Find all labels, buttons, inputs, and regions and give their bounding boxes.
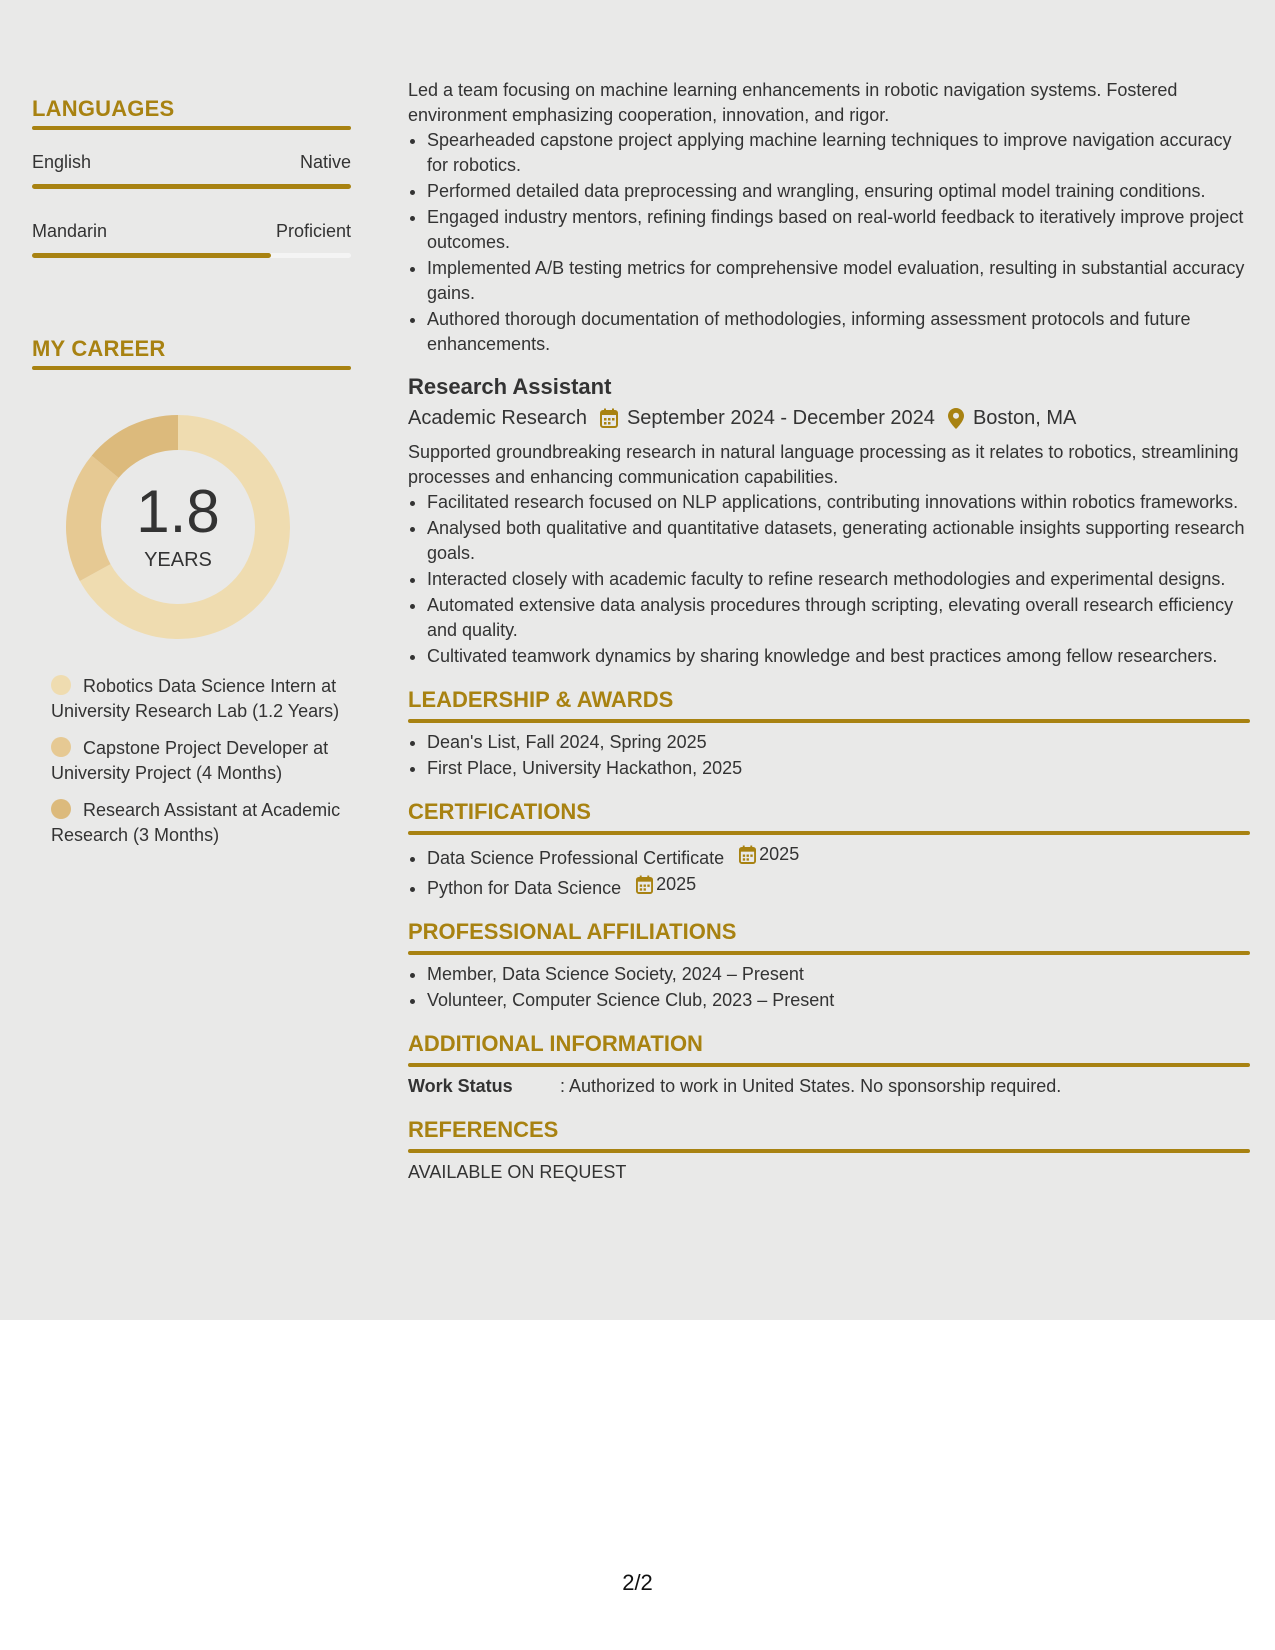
additional-info-title: ADDITIONAL INFORMATION xyxy=(408,1031,703,1056)
job-title: Research Assistant xyxy=(408,374,612,399)
list-item: • Performed detailed data preprocessing and wrangling, ensuring optimal model training conditions. xyxy=(427,179,1250,204)
job-bullets xyxy=(408,490,1250,669)
language-bar-fill xyxy=(32,184,351,189)
career-total-unit: YEARS xyxy=(144,549,212,571)
list-item: • Member, Data Science Society, 2024 – Present xyxy=(427,962,1250,987)
references-text: AVAILABLE ON REQUEST xyxy=(408,1162,627,1182)
certification-date xyxy=(636,872,696,897)
career-legend-item xyxy=(51,798,341,848)
section-rule xyxy=(408,1063,1250,1067)
career-legend-item xyxy=(51,736,341,786)
right-column xyxy=(408,78,1250,1185)
job-meta xyxy=(408,404,1250,432)
calendar-icon xyxy=(636,875,653,894)
section-rule xyxy=(408,1149,1250,1153)
list-item: • Volunteer, Computer Science Club, 2023 – Present xyxy=(427,988,1250,1013)
section-rule xyxy=(408,831,1250,835)
page-number: 2/2 xyxy=(622,1570,653,1595)
prev-job-bullets xyxy=(408,128,1250,357)
work-status-label: Work Status xyxy=(408,1076,513,1096)
prev-job-description: Led a team focusing on machine learning enhancements in robotic navigation systems. Fostered environment emphasizing cooperation, innovation, and rigor. xyxy=(408,80,1178,125)
list-item: • First Place, University Hackathon, 2025 xyxy=(427,756,1250,781)
legend-dot xyxy=(51,737,71,757)
career-rule xyxy=(32,366,351,370)
list-item: • Authored thorough documentation of methodologies, informing assessment protocols and future enhancements. xyxy=(427,307,1250,357)
section-rule xyxy=(408,951,1250,955)
certification-name: Data Science Professional Certificate xyxy=(427,848,725,868)
list-item: • Spearheaded capstone project applying machine learning techniques to improve navigation accuracy for robotics. xyxy=(427,128,1250,178)
list-item: • Implemented A/B testing metrics for comprehensive model evaluation, resulting in substantial accuracy gains. xyxy=(427,256,1250,306)
section-rule xyxy=(408,719,1250,723)
career-title: MY CAREER xyxy=(32,336,166,361)
map-pin-icon xyxy=(948,408,964,429)
language-name: English xyxy=(32,152,92,172)
list-item: • Automated extensive data analysis procedures through scripting, elevating overall research efficiency and quality. xyxy=(427,593,1250,643)
calendar-icon xyxy=(739,845,756,864)
list-item: • Dean's List, Fall 2024, Spring 2025 xyxy=(427,730,1250,755)
references-title: REFERENCES xyxy=(408,1117,559,1142)
certifications-title: CERTIFICATIONS xyxy=(408,799,591,824)
list-item xyxy=(427,842,1250,871)
career-total-years: 1.8 xyxy=(136,478,220,545)
list-item: • Cultivated teamwork dynamics by sharing knowledge and best practices among fellow researchers. xyxy=(427,644,1250,669)
career-role-label: Capstone Project Developer at University Project (4 Months) xyxy=(51,738,329,783)
career-legend-item xyxy=(51,674,341,724)
certification-name: Python for Data Science xyxy=(427,878,622,898)
career-legend xyxy=(51,674,341,860)
languages-rule xyxy=(32,126,351,130)
affiliations-list xyxy=(408,962,1250,1013)
language-bar-fill xyxy=(32,253,271,258)
leadership-title: LEADERSHIP & AWARDS xyxy=(408,687,674,712)
list-item: • Analysed both qualitative and quantitative datasets, generating actionable insights supporting research goals. xyxy=(427,516,1250,566)
leadership-list xyxy=(408,730,1250,781)
calendar-icon xyxy=(600,408,618,428)
language-name: Mandarin xyxy=(32,221,108,241)
language-bar xyxy=(32,253,351,258)
affiliations-title: PROFESSIONAL AFFILIATIONS xyxy=(408,919,737,944)
list-item: • Engaged industry mentors, refining findings based on real-world feedback to iteratively improve project outcomes. xyxy=(427,205,1250,255)
job-description: Supported groundbreaking research in natural language processing as it relates to robotics, streamlining processes and enhancing communication capabilities. xyxy=(408,442,1239,487)
languages-title: LANGUAGES xyxy=(32,96,175,121)
language-level: Native xyxy=(299,152,351,172)
certification-year: 2025 xyxy=(656,874,697,894)
certifications-list xyxy=(408,842,1250,901)
list-item: • Facilitated research focused on NLP applications, contributing innovations within robotics frameworks. xyxy=(427,490,1250,515)
certification-year: 2025 xyxy=(759,844,800,864)
job-location: Boston, MA xyxy=(972,407,1077,429)
career-role-label: Robotics Data Science Intern at University Research Lab (1.2 Years) xyxy=(51,676,340,721)
language-level: Proficient xyxy=(275,221,351,241)
list-item xyxy=(427,872,1250,901)
work-status-value: : Authorized to work in United States. No sponsorship required. xyxy=(560,1076,1062,1096)
career-role-label: Research Assistant at Academic Research (3 Months) xyxy=(51,800,341,845)
legend-dot xyxy=(51,799,71,819)
job-organization: Academic Research xyxy=(408,407,587,429)
job-dates: September 2024 - December 2024 xyxy=(626,407,935,429)
list-item: • Interacted closely with academic faculty to refine research methodologies and experimental designs. xyxy=(427,567,1250,592)
work-status-row xyxy=(408,1074,1250,1099)
language-bar xyxy=(32,184,351,189)
legend-dot xyxy=(51,675,71,695)
certification-date xyxy=(739,842,799,867)
